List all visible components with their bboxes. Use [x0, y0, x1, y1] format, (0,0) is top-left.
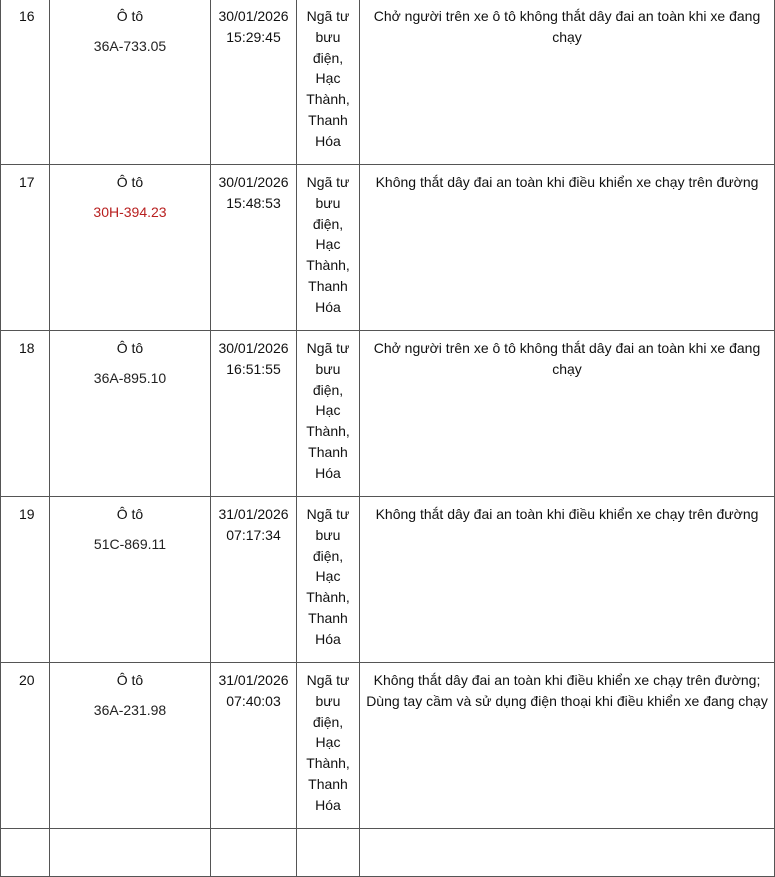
- stt-cell: [1, 663, 50, 829]
- location-line: Thanh: [308, 443, 348, 460]
- stt-text: 19: [19, 506, 35, 522]
- location-line: Thanh: [308, 609, 348, 626]
- location-line: Ngã tư: [306, 340, 350, 356]
- location-line: Hạc: [315, 568, 341, 585]
- location-line: bưu: [315, 360, 341, 377]
- location-line: Ngã tư: [306, 506, 350, 522]
- violation-date: 30/01/2026: [218, 340, 289, 356]
- location-cell: [297, 497, 360, 663]
- violation-text: Không thắt dây đai an toàn khi điều khiển xe chạy trên đường: [375, 174, 759, 190]
- stt-text: 17: [19, 174, 35, 190]
- location-cell: [297, 829, 360, 877]
- violation-text: Chở người trên xe ô tô không thắt dây đai an toàn khi xe đang chạy: [373, 340, 761, 377]
- violation-cell: [360, 663, 775, 829]
- location-line: Thành,: [306, 257, 350, 274]
- location-line: Thanh: [308, 111, 348, 128]
- location-cell: [297, 331, 360, 497]
- location-line: bưu: [315, 526, 341, 543]
- location-line: điện,: [312, 215, 344, 232]
- location-line: điện,: [312, 381, 344, 398]
- location-line: Hóa: [315, 132, 341, 149]
- vehicle-type: Ô tô: [116, 8, 144, 24]
- location-line: điện,: [312, 49, 344, 66]
- table-row: [1, 165, 775, 331]
- violation-time: 07:17:34: [226, 526, 281, 543]
- license-plate: 30H-394.23: [93, 203, 167, 220]
- location-line: Ngã tư: [306, 8, 350, 24]
- violations-table-body: [1, 0, 775, 877]
- location-line: Thành,: [306, 755, 350, 772]
- location-line: Thanh: [308, 775, 348, 792]
- location-line: Hạc: [315, 236, 341, 253]
- vehicle-cell: [50, 497, 211, 663]
- datetime-cell: [211, 0, 297, 165]
- location-line: điện,: [312, 713, 344, 730]
- location-line: Hạc: [315, 70, 341, 87]
- location-line: Thành,: [306, 423, 350, 440]
- location-line: Thành,: [306, 589, 350, 606]
- table-row: [1, 663, 775, 829]
- datetime-cell: [211, 497, 297, 663]
- license-plate: 36A-733.05: [93, 37, 167, 54]
- location-line: Hóa: [315, 796, 341, 813]
- vehicle-type: Ô tô: [116, 672, 144, 688]
- location-line: bưu: [315, 194, 341, 211]
- violation-date: 31/01/2026: [218, 672, 289, 688]
- license-plate: 36A-231.98: [93, 701, 167, 718]
- table-row: [1, 0, 775, 165]
- location-line: Hạc: [315, 734, 341, 751]
- vehicle-cell: [50, 165, 211, 331]
- location-line: Hóa: [315, 298, 341, 315]
- location-line: Ngã tư: [306, 174, 350, 190]
- violation-time: 16:51:55: [226, 360, 281, 377]
- datetime-cell: [211, 829, 297, 877]
- violation-cell: [360, 497, 775, 663]
- location-line: Hạc: [315, 402, 341, 419]
- violation-date: 30/01/2026: [218, 174, 289, 190]
- violation-date: 30/01/2026: [218, 8, 289, 24]
- violation-text: Không thắt dây đai an toàn khi điều khiển xe chạy trên đường; Dùng tay cầm và sử dụng điện thoại khi điều khiển xe đang chạy: [366, 672, 768, 709]
- vehicle-cell: [50, 663, 211, 829]
- location-line: Thanh: [308, 277, 348, 294]
- location-line: điện,: [312, 547, 344, 564]
- datetime-cell: [211, 165, 297, 331]
- vehicle-type: Ô tô: [116, 174, 144, 190]
- vehicle-type: Ô tô: [116, 340, 144, 356]
- violation-cell: [360, 829, 775, 877]
- location-line: Ngã tư: [306, 672, 350, 688]
- violation-text: Chở người trên xe ô tô không thắt dây đai an toàn khi xe đang chạy: [373, 8, 761, 45]
- violation-cell: [360, 0, 775, 165]
- vehicle-cell: [50, 331, 211, 497]
- vehicle-cell: [50, 829, 211, 877]
- location-cell: [297, 165, 360, 331]
- table-row: [1, 497, 775, 663]
- table-row-partial: [1, 829, 775, 877]
- location-line: Hóa: [315, 630, 341, 647]
- location-line: Hóa: [315, 464, 341, 481]
- datetime-cell: [211, 331, 297, 497]
- stt-cell: [1, 0, 50, 165]
- stt-text: 20: [19, 672, 35, 688]
- stt-cell: [1, 165, 50, 331]
- license-plate: 36A-895.10: [93, 369, 167, 386]
- vehicle-type: Ô tô: [116, 506, 144, 522]
- vehicle-cell: [50, 0, 211, 165]
- violation-time: 15:48:53: [226, 194, 281, 211]
- violation-time: 07:40:03: [226, 692, 281, 709]
- violation-time: 15:29:45: [226, 28, 281, 45]
- stt-cell: [1, 331, 50, 497]
- location-line: bưu: [315, 692, 341, 709]
- table-row: [1, 331, 775, 497]
- stt-cell: [1, 829, 50, 877]
- datetime-cell: [211, 663, 297, 829]
- location-cell: [297, 0, 360, 165]
- violation-date: 31/01/2026: [218, 506, 289, 522]
- stt-cell: [1, 497, 50, 663]
- license-plate: 51C-869.11: [93, 535, 167, 552]
- location-line: Thành,: [306, 91, 350, 108]
- violation-cell: [360, 331, 775, 497]
- location-line: bưu: [315, 28, 341, 45]
- location-cell: [297, 663, 360, 829]
- violation-text: Không thắt dây đai an toàn khi điều khiển xe chạy trên đường: [375, 506, 759, 522]
- stt-text: 18: [19, 340, 35, 356]
- violation-cell: [360, 165, 775, 331]
- stt-text: 16: [19, 8, 35, 24]
